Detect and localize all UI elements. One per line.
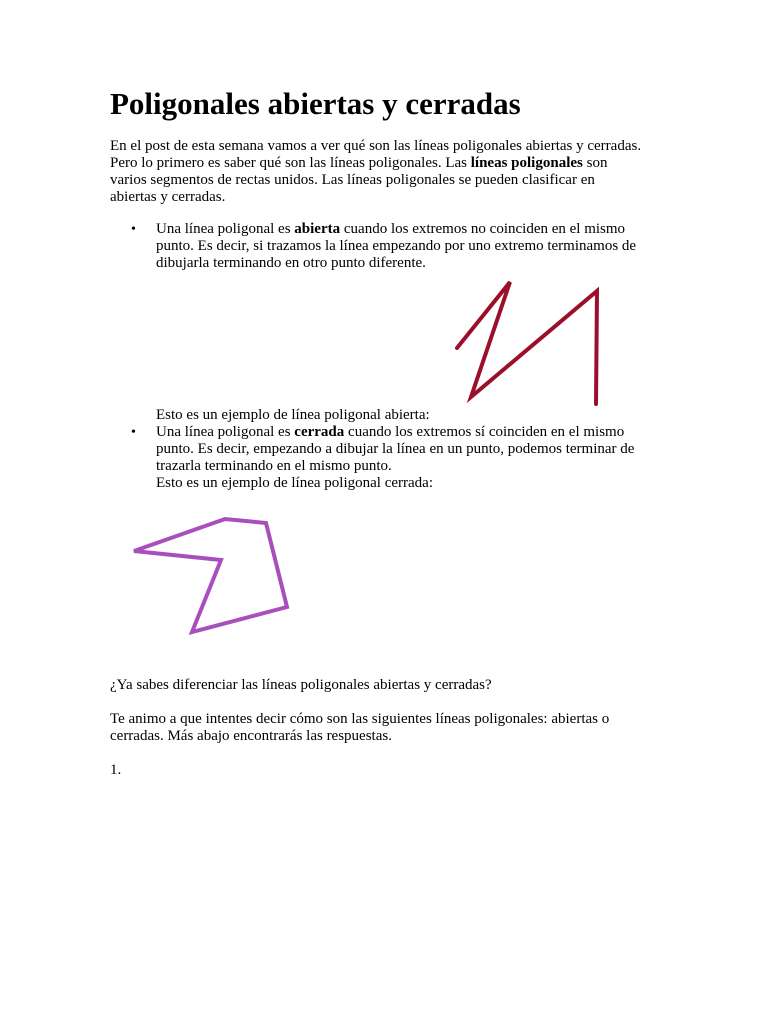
bullet-text-part: Una línea poligonal es <box>156 424 295 440</box>
bullet-marker: • <box>131 222 136 237</box>
bullet-open-line-3: dibujarla terminando en otro punto diferente. <box>156 255 426 271</box>
page-title: Poligonales abiertas y cerradas <box>110 86 521 121</box>
caption-text: Esto es un ejemplo de línea poligonal abierta: <box>156 407 430 423</box>
bullet-closed-line-1 <box>156 424 676 441</box>
bold-term: líneas poligonales <box>470 155 583 171</box>
intro-line-1: En el post de esta semana vamos a ver qué son las líneas poligonales abiertas y cerradas. <box>110 138 642 154</box>
bullet-closed-text <box>156 424 676 492</box>
question-text <box>110 677 670 694</box>
bullet-marker: • <box>131 425 136 440</box>
bullet-open-line-2: punto. Es decir, si trazamos la línea empezando por uno extremo terminamos de <box>156 238 637 254</box>
prompt-line-2: cerradas. Más abajo encontrarás las respuestas. <box>110 728 392 744</box>
prompt-paragraph <box>110 711 670 745</box>
bullet-text-part: cuando los extremos no coinciden en el mismo <box>340 221 626 237</box>
intro-text: son <box>582 155 608 171</box>
bold-term: abierta <box>294 221 341 237</box>
question-line: ¿Ya sabes diferenciar las líneas poligonales abiertas y cerradas? <box>110 677 492 693</box>
intro-line-3: varios segmentos de rectas unidos. Las líneas poligonales se pueden clasificar en <box>110 172 595 188</box>
bullet-closed-line-3: trazarla terminando en el mismo punto. <box>156 458 392 474</box>
bullet-text-part: cuando los extremos sí coinciden en el mismo <box>344 424 625 440</box>
intro-line-4: abiertas y cerradas. <box>110 189 226 205</box>
bullet-text-part: Una línea poligonal es <box>156 221 295 237</box>
open-example-caption <box>156 407 676 424</box>
closed-example-caption: Esto es un ejemplo de línea poligonal cerrada: <box>156 475 433 491</box>
prompt-line-1: Te animo a que intentes decir cómo son las siguientes líneas poligonales: abiertas o <box>110 711 610 727</box>
item-number-text: 1. <box>110 762 122 778</box>
bold-term: cerrada <box>294 424 345 440</box>
intro-text: Pero lo primero es saber qué son las líneas poligonales. Las <box>110 155 471 171</box>
item-number <box>110 762 670 779</box>
closed-polygonal-line <box>134 519 287 632</box>
bullet-closed-line-2: punto. Es decir, empezando a dibujar la línea en un punto, podemos terminar de <box>156 441 635 457</box>
open-polygonal-line <box>457 282 597 404</box>
